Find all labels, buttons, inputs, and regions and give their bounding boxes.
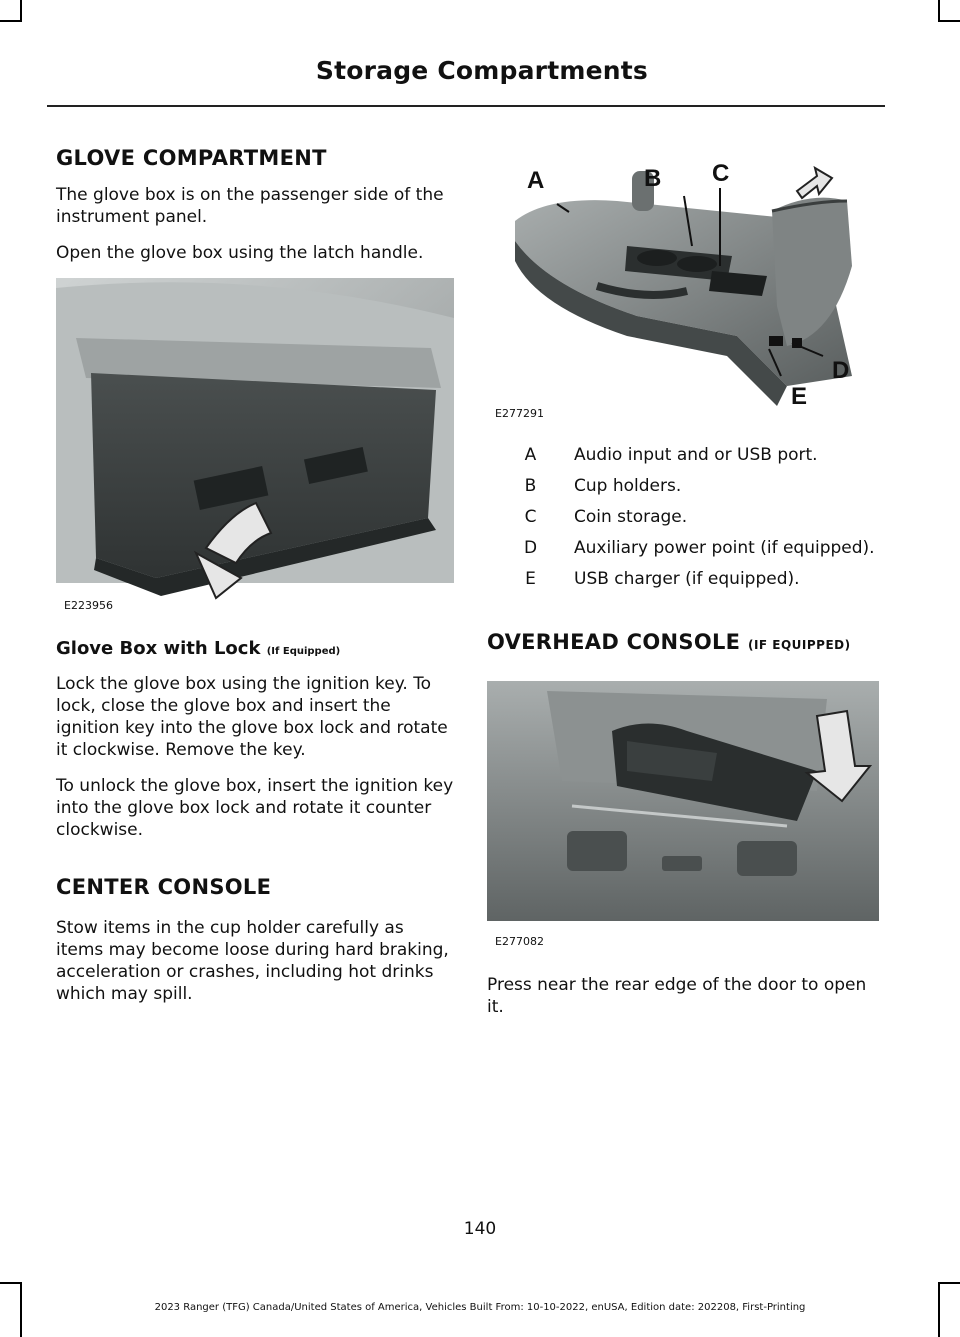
- page-number: 140: [463, 1219, 497, 1239]
- overhead-console-heading: [487, 624, 887, 663]
- glove-lock-heading: [56, 638, 456, 659]
- callout-a: A: [527, 167, 545, 194]
- overhead-console-qualifier: (IF EQUIPPED): [747, 638, 851, 652]
- center-console-heading: CENTER CONSOLE: [56, 875, 272, 899]
- glove-compartment-text-2: Open the glove box using the latch handle.: [56, 243, 424, 263]
- legend-value: Audio input and or USB port.: [574, 445, 818, 465]
- glove-lock-qualifier: (If Equipped): [266, 646, 341, 657]
- overhead-figure-code: E277082: [495, 935, 544, 948]
- crop-mark-top-left-h: [0, 20, 22, 22]
- legend-row: [487, 537, 887, 559]
- legend-key: A: [524, 445, 537, 465]
- callout-b: B: [644, 165, 662, 192]
- center-console-drawing: [487, 146, 885, 426]
- legend-key: D: [523, 538, 538, 558]
- legend-key: C: [524, 507, 537, 527]
- page-header-title: Storage Compartments: [315, 56, 648, 85]
- overhead-console-heading-text: OVERHEAD CONSOLE: [487, 630, 741, 654]
- glove-box-illustration: [56, 278, 454, 618]
- glove-compartment-text-1: The glove box is on the passenger side of the instrument panel.: [56, 185, 444, 227]
- legend-row: [487, 506, 887, 528]
- callout-d: D: [832, 357, 850, 384]
- overhead-console-illustration: [487, 681, 879, 946]
- legend-value: Auxiliary power point (if equipped).: [574, 538, 875, 558]
- callout-e: E: [791, 383, 808, 410]
- legend-value: Coin storage.: [574, 507, 688, 527]
- glove-figure-code: E223956: [64, 599, 113, 612]
- console-figure-code: E277291: [495, 407, 544, 420]
- crop-mark-top-right-h: [938, 20, 960, 22]
- glove-lock-text-2: To unlock the glove box, insert the ignition key into the glove box lock and rotate it counter clockwise.: [56, 776, 454, 840]
- legend-key: B: [524, 476, 537, 496]
- overhead-console-text: Press near the rear edge of the door to open it.: [487, 975, 867, 1017]
- callout-c: C: [712, 160, 730, 187]
- left-column: [56, 146, 456, 1019]
- callout-legend: [487, 444, 887, 590]
- legend-row: [487, 475, 887, 497]
- center-console-illustration: [487, 146, 885, 426]
- right-column: [487, 146, 887, 1032]
- legend-row: [487, 444, 887, 466]
- crop-mark-bottom-right-h: [938, 1282, 960, 1284]
- overhead-console-drawing: [487, 681, 879, 946]
- center-console-text: Stow items in the cup holder carefully as items may become loose during hard braking, acceleration or crashes, including hot drinks which may spill.: [56, 918, 449, 1004]
- crop-mark-top-right-v: [938, 0, 940, 22]
- legend-value: Cup holders.: [574, 476, 682, 496]
- arrow-right-icon: [797, 168, 832, 198]
- legend-value: USB charger (if equipped).: [574, 569, 800, 589]
- header-rule: [47, 105, 885, 107]
- glove-box-drawing: [56, 278, 454, 618]
- footer-text: 2023 Ranger (TFG) Canada/United States of America, Vehicles Built From: 10-10-2022, enUSA, Edition date: 202208, First-Printing: [154, 1302, 806, 1313]
- glove-lock-heading-text: Glove Box with Lock: [56, 638, 261, 659]
- glove-lock-text-1: Lock the glove box using the ignition key. To lock, close the glove box and insert the ignition key into the glove box lock and rotate it clockwise. Remove the key.: [56, 674, 448, 760]
- crop-mark-top-left-v: [20, 0, 22, 22]
- legend-row: [487, 568, 887, 590]
- legend-key: E: [525, 569, 536, 589]
- crop-mark-bottom-left-h: [0, 1282, 22, 1284]
- glove-compartment-heading: GLOVE COMPARTMENT: [56, 146, 327, 170]
